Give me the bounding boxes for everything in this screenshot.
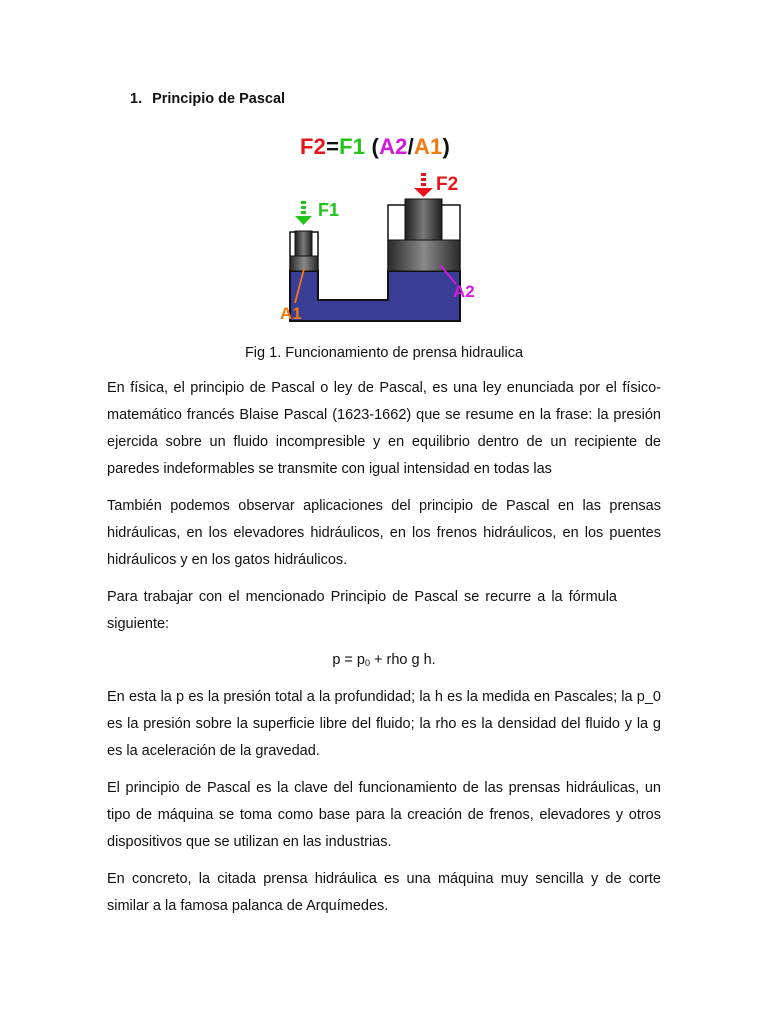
section-heading	[130, 91, 285, 107]
formula-open-paren: (	[365, 134, 380, 159]
large-piston-slab	[388, 240, 460, 271]
formula-equals: =	[326, 134, 340, 159]
formula-slash: /	[407, 134, 414, 159]
equation-after: + rho g h.	[369, 652, 436, 668]
label-a1: A1	[280, 304, 302, 323]
label-f1: F1	[318, 200, 340, 220]
paragraph-2: También podemos observar aplicaciones del principio de Pascal en las prensas hidráulicas, en los elevadores hidráulicos, en los frenos hidráulicos, en los puentes hidráulicos y en los gatos hidráulicos.	[107, 498, 661, 568]
label-f2: F2	[436, 174, 459, 195]
hydraulic-press-diagram	[270, 168, 490, 328]
paragraph-6: En concreto, la citada prensa hidráulica es una máquina muy sencilla y de corte similar a la famosa palanca de Arquímedes.	[107, 871, 661, 914]
formula-a1: A1	[413, 134, 443, 159]
formula-f1: F1	[339, 134, 366, 159]
label-a2: A2	[453, 282, 475, 301]
paragraph-5: El principio de Pascal es la clave del funcionamiento de las prensas hidráulicas, un tipo de máquina se toma como base para la creación de frenos, elevadores y otros dispositivos que se utilizan en las industrias.	[107, 780, 661, 850]
formula-close-paren: )	[442, 134, 450, 159]
small-piston-slab	[290, 256, 318, 271]
formula-f2: F2	[300, 134, 327, 159]
paragraph-3: Para trabajar con el mencionado Principio de Pascal se recurre a la fórmula siguiente:	[107, 589, 617, 632]
f2-arrow-icon	[414, 173, 433, 197]
equation-subscript: 0	[364, 658, 370, 668]
pressure-equation	[0, 652, 768, 668]
fluid-body	[290, 271, 460, 321]
small-piston-rod	[295, 231, 312, 256]
section-title: Principio de Pascal	[152, 91, 286, 107]
f1-arrow-icon	[295, 201, 312, 225]
section-number: 1.	[130, 91, 143, 107]
hydraulic-press-svg	[270, 168, 490, 328]
figure-caption: Fig 1. Funcionamiento de prensa hidraulica	[244, 345, 524, 361]
equation-before: p = p	[332, 652, 365, 668]
paragraph-1: En física, el principio de Pascal o ley de Pascal, es una ley enunciada por el físico-matemático francés Blaise Pascal (1623-1662) que se resume en la frase: la presión ejercida sobre un fluido incompresible y en equilibrio dentro de un recipiente de paredes indeformables se transmite con igual intensidad en todas las	[107, 380, 661, 477]
large-piston-rod	[405, 199, 442, 240]
figure-formula	[300, 134, 450, 160]
paragraph-4: En esta la p es la presión total a la profundidad; la h es la medida en Pascales; la p_0 es la presión sobre la superficie libre del fluido; la rho es la densidad del fluido y la g es la aceleración de la gravedad.	[107, 689, 661, 759]
formula-a2: A2	[379, 134, 408, 159]
